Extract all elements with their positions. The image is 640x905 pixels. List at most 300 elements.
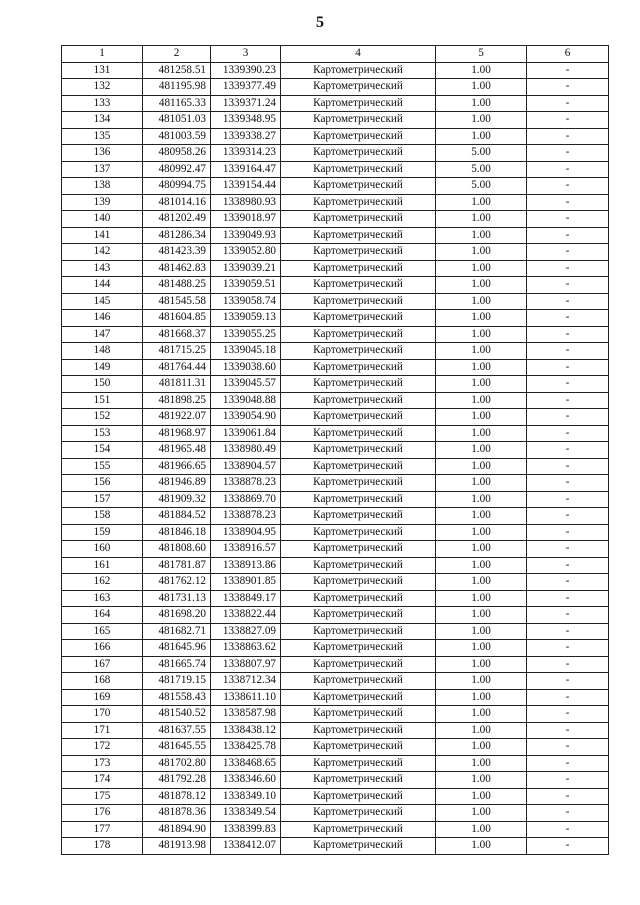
note-cell: - [527,821,609,838]
note-cell: - [527,145,609,162]
x-coordinate-cell: 480994.75 [143,178,211,195]
y-coordinate-cell: 1338438.12 [211,722,281,739]
table-row [62,425,609,442]
x-coordinate-cell: 481604.85 [143,310,211,327]
note-cell: - [527,62,609,79]
method-cell: Картометрический [281,409,436,426]
point-number-cell: 133 [62,95,143,112]
x-coordinate-cell: 481698.20 [143,607,211,624]
point-number-cell: 173 [62,755,143,772]
note-cell: - [527,161,609,178]
x-coordinate-cell: 481637.55 [143,722,211,739]
accuracy-cell: 1.00 [436,194,527,211]
method-cell: Картометрический [281,277,436,294]
point-number-cell: 167 [62,656,143,673]
method-cell: Картометрический [281,376,436,393]
y-coordinate-cell: 1338980.93 [211,194,281,211]
x-coordinate-cell: 480958.26 [143,145,211,162]
table-row [62,277,609,294]
point-number-cell: 151 [62,392,143,409]
accuracy-cell: 1.00 [436,425,527,442]
accuracy-cell: 1.00 [436,128,527,145]
table-row [62,722,609,739]
method-cell: Картометрический [281,211,436,228]
point-number-cell: 158 [62,508,143,525]
x-coordinate-cell: 481715.25 [143,343,211,360]
y-coordinate-cell: 1339018.97 [211,211,281,228]
point-number-cell: 144 [62,277,143,294]
note-cell: - [527,326,609,343]
table-row [62,623,609,640]
x-coordinate-cell: 481968.97 [143,425,211,442]
page-number: 5 [316,14,324,31]
table-row [62,392,609,409]
accuracy-cell: 1.00 [436,755,527,772]
method-cell: Картометрический [281,392,436,409]
table-row [62,541,609,558]
note-cell: - [527,244,609,261]
point-number-cell: 143 [62,260,143,277]
x-coordinate-cell: 481668.37 [143,326,211,343]
point-number-cell: 148 [62,343,143,360]
method-cell: Картометрический [281,640,436,657]
table-row [62,838,609,855]
note-cell: - [527,79,609,96]
x-coordinate-cell: 481808.60 [143,541,211,558]
method-cell: Картометрический [281,79,436,96]
point-number-cell: 157 [62,491,143,508]
column-header: 3 [211,46,281,63]
method-cell: Картометрический [281,178,436,195]
y-coordinate-cell: 1338468.65 [211,755,281,772]
y-coordinate-cell: 1339059.13 [211,310,281,327]
accuracy-cell: 1.00 [436,623,527,640]
point-number-cell: 150 [62,376,143,393]
x-coordinate-cell: 481258.51 [143,62,211,79]
method-cell: Картометрический [281,623,436,640]
point-number-cell: 176 [62,805,143,822]
column-header: 1 [62,46,143,63]
x-coordinate-cell: 481913.98 [143,838,211,855]
note-cell: - [527,260,609,277]
note-cell: - [527,277,609,294]
method-cell: Картометрический [281,722,436,739]
y-coordinate-cell: 1339048.88 [211,392,281,409]
accuracy-cell: 1.00 [436,112,527,129]
y-coordinate-cell: 1339039.21 [211,260,281,277]
accuracy-cell: 1.00 [436,79,527,96]
point-number-cell: 175 [62,788,143,805]
y-coordinate-cell: 1338346.60 [211,772,281,789]
table-row [62,244,609,261]
point-number-cell: 131 [62,62,143,79]
y-coordinate-cell: 1339049.93 [211,227,281,244]
method-cell: Картометрический [281,574,436,591]
x-coordinate-cell: 481966.65 [143,458,211,475]
y-coordinate-cell: 1338412.07 [211,838,281,855]
accuracy-cell: 1.00 [436,277,527,294]
table-row [62,524,609,541]
table-row [62,293,609,310]
point-number-cell: 165 [62,623,143,640]
column-header: 4 [281,46,436,63]
table-row [62,376,609,393]
x-coordinate-cell: 481682.71 [143,623,211,640]
accuracy-cell: 1.00 [436,640,527,657]
x-coordinate-cell: 481884.52 [143,508,211,525]
table-row [62,491,609,508]
accuracy-cell: 1.00 [436,508,527,525]
method-cell: Картометрический [281,112,436,129]
x-coordinate-cell: 481731.13 [143,590,211,607]
y-coordinate-cell: 1339052.80 [211,244,281,261]
table-row [62,772,609,789]
method-cell: Картометрический [281,607,436,624]
y-coordinate-cell: 1338827.09 [211,623,281,640]
table-row [62,673,609,690]
note-cell: - [527,623,609,640]
accuracy-cell: 1.00 [436,656,527,673]
note-cell: - [527,343,609,360]
table-row [62,260,609,277]
table-row [62,706,609,723]
point-number-cell: 145 [62,293,143,310]
method-cell: Картометрический [281,689,436,706]
accuracy-cell: 1.00 [436,310,527,327]
note-cell: - [527,425,609,442]
coordinates-table [61,45,609,855]
method-cell: Картометрический [281,706,436,723]
point-number-cell: 169 [62,689,143,706]
y-coordinate-cell: 1338712.34 [211,673,281,690]
method-cell: Картометрический [281,772,436,789]
y-coordinate-cell: 1339390.23 [211,62,281,79]
method-cell: Картометрический [281,145,436,162]
accuracy-cell: 1.00 [436,95,527,112]
method-cell: Картометрический [281,244,436,261]
x-coordinate-cell: 481762.12 [143,574,211,591]
column-header: 6 [527,46,609,63]
point-number-cell: 160 [62,541,143,558]
method-cell: Картометрический [281,805,436,822]
point-number-cell: 135 [62,128,143,145]
y-coordinate-cell: 1338980.49 [211,442,281,459]
note-cell: - [527,574,609,591]
method-cell: Картометрический [281,442,436,459]
point-number-cell: 140 [62,211,143,228]
y-coordinate-cell: 1338869.70 [211,491,281,508]
accuracy-cell: 1.00 [436,772,527,789]
point-number-cell: 137 [62,161,143,178]
accuracy-cell: 1.00 [436,409,527,426]
note-cell: - [527,409,609,426]
method-cell: Картометрический [281,194,436,211]
x-coordinate-cell: 481423.39 [143,244,211,261]
point-number-cell: 132 [62,79,143,96]
x-coordinate-cell: 480992.47 [143,161,211,178]
table-row [62,128,609,145]
table-row [62,95,609,112]
x-coordinate-cell: 481846.18 [143,524,211,541]
method-cell: Картометрический [281,326,436,343]
table-row [62,194,609,211]
x-coordinate-cell: 481051.03 [143,112,211,129]
x-coordinate-cell: 481922.07 [143,409,211,426]
method-cell: Картометрический [281,524,436,541]
x-coordinate-cell: 481946.89 [143,475,211,492]
method-cell: Картометрический [281,475,436,492]
table-row [62,161,609,178]
accuracy-cell: 1.00 [436,722,527,739]
table-row [62,409,609,426]
x-coordinate-cell: 481558.43 [143,689,211,706]
y-coordinate-cell: 1339045.57 [211,376,281,393]
accuracy-cell: 1.00 [436,343,527,360]
y-coordinate-cell: 1338904.95 [211,524,281,541]
point-number-cell: 153 [62,425,143,442]
table-row [62,458,609,475]
note-cell: - [527,95,609,112]
point-number-cell: 134 [62,112,143,129]
accuracy-cell: 1.00 [436,359,527,376]
table-row [62,788,609,805]
accuracy-cell: 1.00 [436,211,527,228]
note-cell: - [527,227,609,244]
y-coordinate-cell: 1338878.23 [211,475,281,492]
method-cell: Картометрический [281,788,436,805]
note-cell: - [527,772,609,789]
point-number-cell: 170 [62,706,143,723]
accuracy-cell: 1.00 [436,673,527,690]
point-number-cell: 163 [62,590,143,607]
y-coordinate-cell: 1339055.25 [211,326,281,343]
method-cell: Картометрический [281,508,436,525]
note-cell: - [527,838,609,855]
method-cell: Картометрический [281,656,436,673]
accuracy-cell: 1.00 [436,260,527,277]
y-coordinate-cell: 1339338.27 [211,128,281,145]
table-body [62,62,609,854]
method-cell: Картометрический [281,557,436,574]
y-coordinate-cell: 1339054.90 [211,409,281,426]
point-number-cell: 147 [62,326,143,343]
note-cell: - [527,128,609,145]
method-cell: Картометрический [281,95,436,112]
method-cell: Картометрический [281,541,436,558]
table-header-row [62,46,609,63]
method-cell: Картометрический [281,62,436,79]
y-coordinate-cell: 1339314.23 [211,145,281,162]
accuracy-cell: 1.00 [436,442,527,459]
y-coordinate-cell: 1338349.54 [211,805,281,822]
x-coordinate-cell: 481965.48 [143,442,211,459]
method-cell: Картометрический [281,838,436,855]
table-row [62,805,609,822]
y-coordinate-cell: 1339348.95 [211,112,281,129]
note-cell: - [527,805,609,822]
method-cell: Картометрический [281,590,436,607]
table-row [62,574,609,591]
note-cell: - [527,508,609,525]
note-cell: - [527,491,609,508]
y-coordinate-cell: 1338913.86 [211,557,281,574]
table-row [62,310,609,327]
point-number-cell: 136 [62,145,143,162]
note-cell: - [527,359,609,376]
point-number-cell: 138 [62,178,143,195]
x-coordinate-cell: 481764.44 [143,359,211,376]
y-coordinate-cell: 1339038.60 [211,359,281,376]
note-cell: - [527,475,609,492]
note-cell: - [527,689,609,706]
x-coordinate-cell: 481202.49 [143,211,211,228]
method-cell: Картометрический [281,673,436,690]
method-cell: Картометрический [281,343,436,360]
column-header: 2 [143,46,211,63]
table-row [62,590,609,607]
accuracy-cell: 1.00 [436,805,527,822]
y-coordinate-cell: 1338878.23 [211,508,281,525]
y-coordinate-cell: 1339061.84 [211,425,281,442]
point-number-cell: 159 [62,524,143,541]
x-coordinate-cell: 481898.25 [143,392,211,409]
y-coordinate-cell: 1339164.47 [211,161,281,178]
table-row [62,508,609,525]
point-number-cell: 178 [62,838,143,855]
table-row [62,640,609,657]
accuracy-cell: 1.00 [436,821,527,838]
note-cell: - [527,524,609,541]
x-coordinate-cell: 481165.33 [143,95,211,112]
accuracy-cell: 5.00 [436,145,527,162]
table-row [62,607,609,624]
x-coordinate-cell: 481488.25 [143,277,211,294]
note-cell: - [527,739,609,756]
note-cell: - [527,112,609,129]
x-coordinate-cell: 481894.90 [143,821,211,838]
table-row [62,821,609,838]
point-number-cell: 174 [62,772,143,789]
point-number-cell: 139 [62,194,143,211]
note-cell: - [527,656,609,673]
accuracy-cell: 1.00 [436,788,527,805]
x-coordinate-cell: 481792.28 [143,772,211,789]
y-coordinate-cell: 1338349.10 [211,788,281,805]
accuracy-cell: 1.00 [436,689,527,706]
y-coordinate-cell: 1338425.78 [211,739,281,756]
method-cell: Картометрический [281,227,436,244]
point-number-cell: 171 [62,722,143,739]
accuracy-cell: 1.00 [436,458,527,475]
point-number-cell: 168 [62,673,143,690]
accuracy-cell: 1.00 [436,326,527,343]
x-coordinate-cell: 481286.34 [143,227,211,244]
note-cell: - [527,590,609,607]
method-cell: Картометрический [281,359,436,376]
y-coordinate-cell: 1339377.49 [211,79,281,96]
table-row [62,79,609,96]
x-coordinate-cell: 481781.87 [143,557,211,574]
y-coordinate-cell: 1338863.62 [211,640,281,657]
table-row [62,359,609,376]
x-coordinate-cell: 481195.98 [143,79,211,96]
x-coordinate-cell: 481462.83 [143,260,211,277]
x-coordinate-cell: 481003.59 [143,128,211,145]
note-cell: - [527,442,609,459]
point-number-cell: 172 [62,739,143,756]
accuracy-cell: 1.00 [436,838,527,855]
accuracy-cell: 1.00 [436,574,527,591]
accuracy-cell: 1.00 [436,392,527,409]
method-cell: Картометрический [281,425,436,442]
y-coordinate-cell: 1338849.17 [211,590,281,607]
note-cell: - [527,673,609,690]
accuracy-cell: 1.00 [436,475,527,492]
note-cell: - [527,376,609,393]
x-coordinate-cell: 481909.32 [143,491,211,508]
table-row [62,442,609,459]
accuracy-cell: 1.00 [436,491,527,508]
y-coordinate-cell: 1338611.10 [211,689,281,706]
column-header: 5 [436,46,527,63]
accuracy-cell: 5.00 [436,178,527,195]
y-coordinate-cell: 1338916.57 [211,541,281,558]
table-row [62,211,609,228]
table-row [62,62,609,79]
accuracy-cell: 1.00 [436,293,527,310]
y-coordinate-cell: 1338822.44 [211,607,281,624]
method-cell: Картометрический [281,821,436,838]
accuracy-cell: 1.00 [436,62,527,79]
x-coordinate-cell: 481878.12 [143,788,211,805]
point-number-cell: 162 [62,574,143,591]
x-coordinate-cell: 481878.36 [143,805,211,822]
note-cell: - [527,541,609,558]
point-number-cell: 161 [62,557,143,574]
note-cell: - [527,706,609,723]
note-cell: - [527,178,609,195]
accuracy-cell: 1.00 [436,244,527,261]
y-coordinate-cell: 1338399.83 [211,821,281,838]
accuracy-cell: 1.00 [436,227,527,244]
table-row [62,227,609,244]
table-row [62,739,609,756]
accuracy-cell: 1.00 [436,607,527,624]
note-cell: - [527,293,609,310]
accuracy-cell: 1.00 [436,541,527,558]
y-coordinate-cell: 1338901.85 [211,574,281,591]
x-coordinate-cell: 481702.80 [143,755,211,772]
note-cell: - [527,310,609,327]
point-number-cell: 164 [62,607,143,624]
x-coordinate-cell: 481545.58 [143,293,211,310]
note-cell: - [527,755,609,772]
y-coordinate-cell: 1339371.24 [211,95,281,112]
note-cell: - [527,458,609,475]
table-row [62,475,609,492]
note-cell: - [527,607,609,624]
accuracy-cell: 1.00 [436,376,527,393]
y-coordinate-cell: 1339058.74 [211,293,281,310]
method-cell: Картометрический [281,310,436,327]
y-coordinate-cell: 1338807.97 [211,656,281,673]
x-coordinate-cell: 481645.55 [143,739,211,756]
accuracy-cell: 1.00 [436,590,527,607]
point-number-cell: 155 [62,458,143,475]
point-number-cell: 156 [62,475,143,492]
method-cell: Картометрический [281,293,436,310]
point-number-cell: 142 [62,244,143,261]
